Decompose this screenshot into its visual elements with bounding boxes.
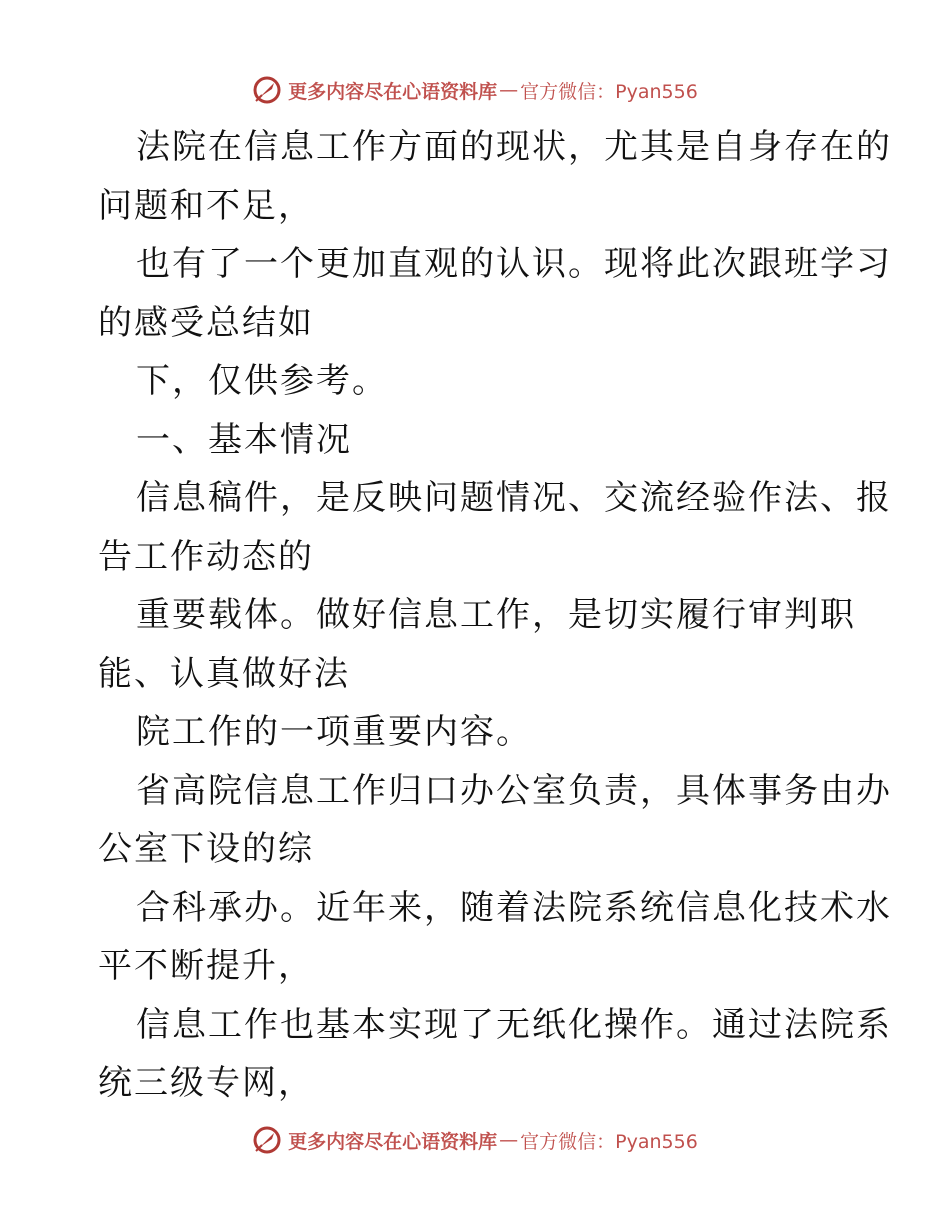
body-line: 问题和不足， xyxy=(98,185,314,226)
banner-wechat-text: 官方微信：Pyan556 xyxy=(520,1130,698,1153)
header-banner xyxy=(0,70,950,110)
banner-wechat-text: 官方微信：Pyan556 xyxy=(520,80,698,103)
body-line: 告工作动态的 xyxy=(98,536,314,577)
banner-dash: — xyxy=(499,1129,519,1151)
quill-circle-logo-icon xyxy=(252,75,282,105)
banner-site-text: 更多内容尽在心语资料库 xyxy=(288,1130,498,1153)
document-body xyxy=(98,118,892,1113)
body-line: 的感受总结如 xyxy=(98,302,314,343)
body-line: 平不断提升， xyxy=(98,946,314,986)
body-line: 省高院信息工作归口办公室负责，具体事务由办 xyxy=(136,770,892,811)
banner-dash: — xyxy=(499,79,519,101)
body-line: 公室下设的综 xyxy=(98,829,314,869)
section-heading: 一、基本情况 xyxy=(136,419,352,460)
banner-site-text: 更多内容尽在心语资料库 xyxy=(288,80,498,103)
body-line: 统三级专网， xyxy=(98,1063,314,1103)
body-line: 也有了一个更加直观的认识。现将此次跟班学习 xyxy=(136,244,892,284)
body-line: 院工作的一项重要内容。 xyxy=(136,712,532,752)
footer-banner xyxy=(0,1120,950,1160)
body-line: 能、认真做好法 xyxy=(98,653,350,694)
body-line: 合科承办。近年来，随着法院系统信息化技术水 xyxy=(136,887,892,928)
body-line: 下，仅供参考。 xyxy=(136,361,388,401)
body-line: 重要载体。做好信息工作，是切实履行审判职 xyxy=(136,595,856,635)
quill-circle-logo-icon xyxy=(252,1125,282,1155)
body-line: 信息稿件，是反映问题情况、交流经验作法、报 xyxy=(136,478,892,518)
body-line: 法院在信息工作方面的现状，尤其是自身存在的 xyxy=(136,127,892,167)
body-line: 信息工作也基本实现了无纸化操作。通过法院系 xyxy=(136,1004,892,1045)
